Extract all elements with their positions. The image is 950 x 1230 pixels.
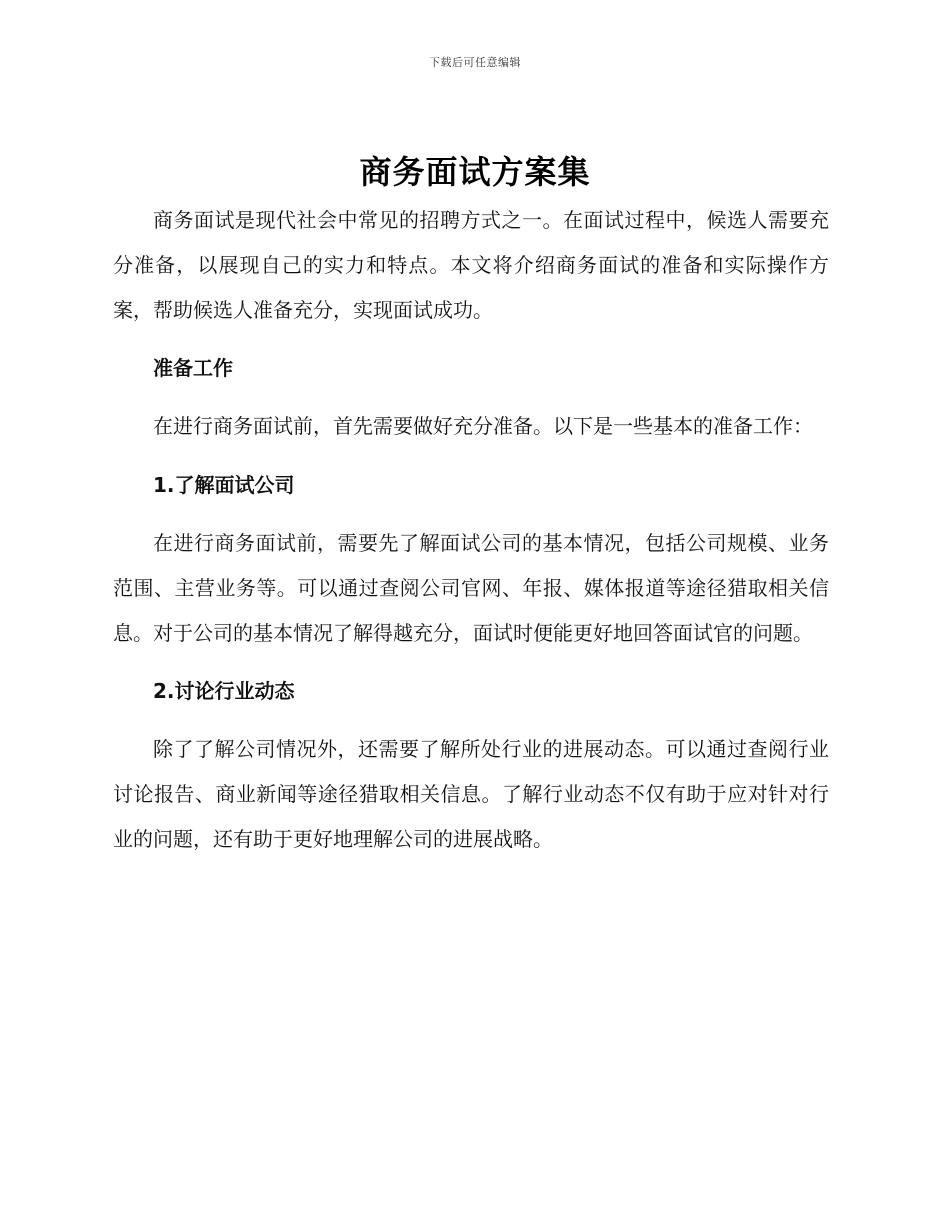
item2-paragraph: 除了了解公司情况外，还需要了解所处行业的进展动态。可以通过查阅行业讨论报告、商业新闻等途径猎取相关信息。了解行业动态不仅有助于应对针对行业的问题，还有助于更好地理解公司的进展战略。	[113, 737, 829, 851]
header-note: 下载后可任意编辑	[429, 56, 521, 69]
section-heading-prep: 准备工作	[153, 356, 233, 380]
item1-paragraph: 在进行商务面试前，需要先了解面试公司的基本情况，包括公司规模、业务范围、主营业务等。可以通过查阅公司官网、年报、媒体报道等途径猎取相关信息。对于公司的基本情况了解得越充分，面试时便能更好地回答面试官的问题。	[113, 531, 829, 645]
item2-heading: 2.讨论行业动态	[153, 679, 295, 703]
document-title: 商务面试方案集	[359, 153, 591, 191]
document-body	[113, 198, 829, 862]
item1-heading: 1.了解面试公司	[153, 473, 295, 497]
section-prep-paragraph: 在进行商务面试前，首先需要做好充分准备。以下是一些基本的准备工作：	[153, 414, 813, 438]
intro-paragraph: 商务面试是现代社会中常见的招聘方式之一。在面试过程中，候选人需要充分准备，以展现自己的实力和特点。本文将介绍商务面试的准备和实际操作方案，帮助候选人准备充分，实现面试成功。	[113, 208, 829, 322]
